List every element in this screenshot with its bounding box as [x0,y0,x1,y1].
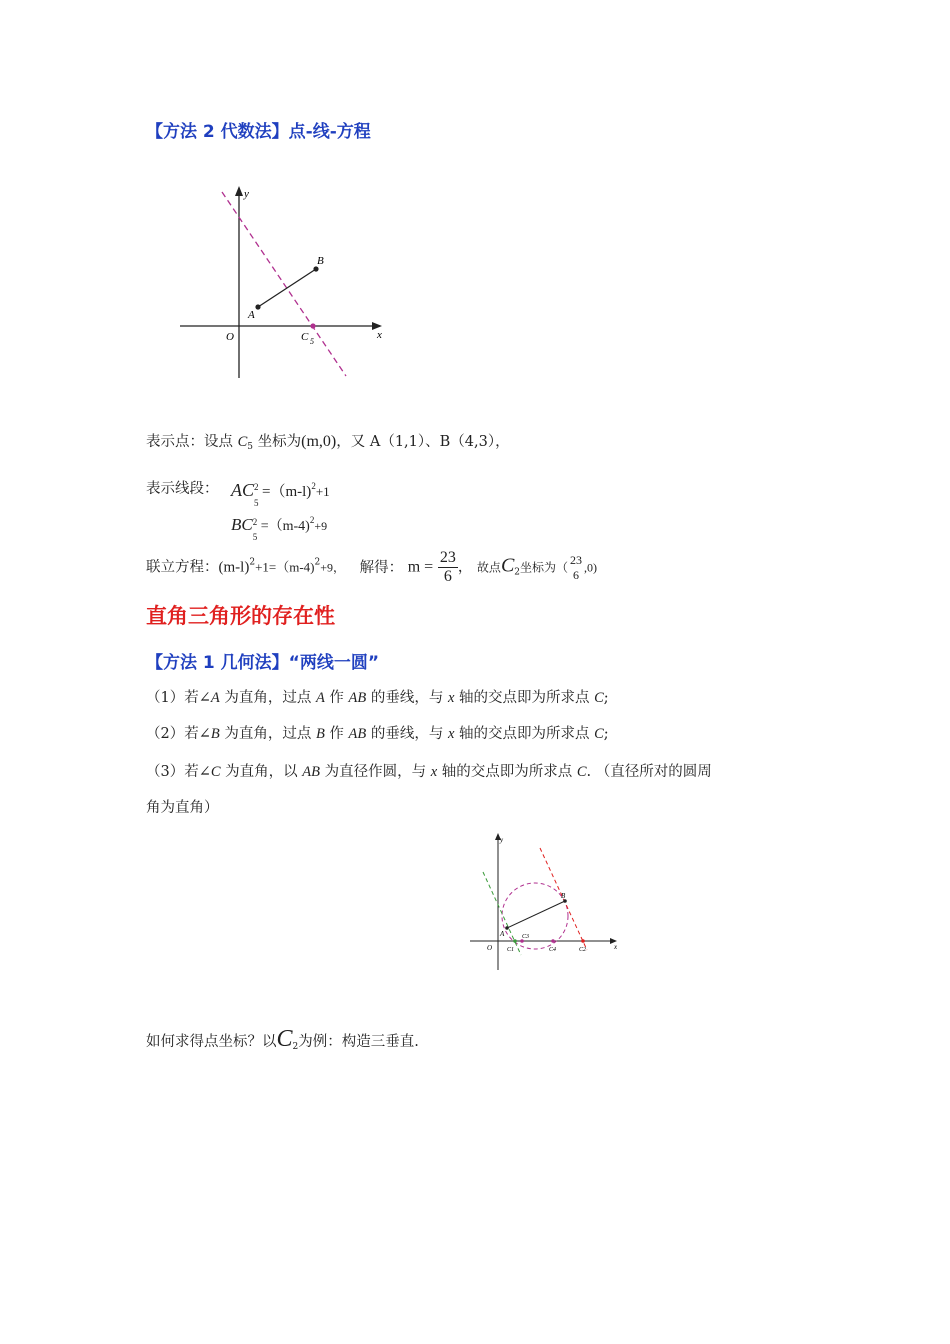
bc-sub: 5 [252,532,258,542]
how-line [146,1026,419,1053]
item1-v4: x [447,690,455,706]
point-c1 [513,939,517,943]
circle-ab-diameter [502,883,568,949]
equation-rhs-sup: 2 [314,557,321,568]
point-c4 [551,939,555,943]
label-y-2: y [500,836,504,844]
coord-tail: ,0) [584,560,598,575]
point-c5 [310,323,315,328]
bc-rhs-b: +9 [314,519,328,533]
item3-e: . （直径所对的圆周 [586,764,712,780]
method1-item-1 [146,686,609,707]
represent-point-prefix: 表示点：设点 [146,434,238,450]
ac-rhs-b: +1 [315,484,330,499]
conclusion-b: 坐标为（ [520,560,569,575]
label-b: B [317,255,324,267]
perpendicular-bisector [222,192,346,376]
how-a: 如何求得点坐标？以 [146,1034,277,1050]
represent-segment-label: 表示线段： [146,481,219,497]
item1-n: （1）若∠ [146,690,211,706]
coord-numerator: 23 [570,552,583,567]
item1-v: A [210,690,220,706]
item2-v4: x [447,726,455,742]
ac-rhs-sup: 2 [311,481,316,491]
item3-v2: AB [302,764,320,780]
m-denominator: 6 [443,568,452,585]
item2-t2: 作 [324,726,349,742]
y-axis-arrow [235,186,243,196]
point-a-2 [505,926,509,930]
conclusion-a: 故点 [476,560,501,575]
item1-t5: ; [603,690,609,706]
label-x-2: x [614,943,618,951]
item3-a: （3）若∠ [146,764,211,780]
label-a-2: A [500,930,505,938]
represent-point-rest: ，又 A（1,1）、B（4,3）， [336,434,510,450]
represent-point-line [146,430,510,452]
label-c1: C1 [507,947,515,953]
m-fraction [438,549,458,586]
label-a: A [248,309,255,321]
equation-lhs-a: (m-l) [218,559,250,576]
ac-lhs: AC [231,480,255,500]
figure-point-line [170,180,400,385]
label-o: O [226,331,234,343]
item1-v3: AB [348,690,367,706]
equation-solve: 解得： [359,559,404,576]
item1-v2: A [315,690,325,706]
method1-title: 【方法 1 几何法】“两线一圆” [146,653,380,673]
item2-v: B [210,726,220,742]
figure-two-lines-one-circle [465,830,625,975]
item1-v5: C [594,690,604,706]
point-c2 [581,939,585,943]
item3-b: 为直角，以 [220,764,303,780]
bc-formula [231,515,328,542]
item2-t4: 轴的交点即为所求点 [454,726,595,742]
label-c3: C3 [522,934,530,940]
item3-c: 为直径作圆，与 [319,764,431,780]
bc-rhs-a: =（m-4) [260,519,310,534]
coord-denominator: 6 [573,567,580,582]
item2-t1: 为直角，过点 [219,726,316,742]
right-triangle-title: 直角三角形的存在性 [146,604,335,628]
label-c-sub: 5 [310,337,314,346]
item1-t4: 轴的交点即为所求点 [454,690,595,706]
item2-v5: C [594,726,604,742]
item2-v3: AB [348,726,367,742]
item3-v4: C [576,764,587,780]
equation-label: 联立方程： [146,559,219,576]
item2-n: （2）若∠ [146,726,211,742]
how-point: C [276,1026,293,1052]
point-b [313,266,318,271]
equation-lhs-b: +1=（m-4) [255,559,315,575]
equation-m: m = [407,558,434,576]
equation-line [146,549,597,586]
m-numerator: 23 [439,549,456,566]
bc-sup: 2 [252,517,258,527]
coord-fraction [568,553,584,583]
item3-d: 轴的交点即为所求点 [437,764,577,780]
item1-t2: 作 [324,690,349,706]
how-b: 为例：构造三垂直. [298,1034,419,1050]
point-a [255,304,260,309]
label-c2: C2 [579,947,587,953]
item2-v2: B [315,726,325,742]
label-o-2: O [487,944,493,952]
method1-item-2 [146,722,609,743]
represent-point-c-sub: 5 [247,442,254,452]
bc-lhs: BC [231,515,253,534]
label-c4: C4 [549,947,557,953]
ac-rhs-a: =（m-l) [262,484,312,500]
label-b-2: B [561,892,566,900]
method2-title: 【方法 2 代数法】点-线-方程 [146,122,371,142]
ac-sub: 5 [254,498,259,508]
item3-v3: x [430,764,438,780]
item2-t5: ; [603,726,609,742]
item2-t3: 的垂线，与 [366,726,448,742]
method1-item-3 [146,760,712,781]
item1-t1: 为直角，过点 [219,690,316,706]
bc-rhs-sup: 2 [309,515,315,525]
method1-item-3-line2: 角为直角） [146,800,219,816]
label-c: C [301,331,309,343]
ac-formula [231,480,330,508]
ac-sup: 2 [254,482,259,492]
represent-point-middle: 坐标为 [253,434,302,450]
represent-point-coord: (m,0) [301,433,337,450]
segment-ab-2 [507,901,565,928]
represent-point-c: C [237,434,248,450]
item1-t3: 的垂线，与 [366,690,448,706]
conclusion-point: C [500,554,515,577]
equation-comma: ， [457,559,473,576]
equation-rhs-b: +9， [320,560,346,575]
segment-ab [258,269,316,307]
label-y: y [244,188,249,200]
label-x: x [377,329,382,341]
equation-lhs-sup: 2 [249,557,256,568]
item3-v: C [210,764,221,780]
conclusion-sub: 2 [514,567,521,578]
how-sub: 2 [292,1042,299,1052]
